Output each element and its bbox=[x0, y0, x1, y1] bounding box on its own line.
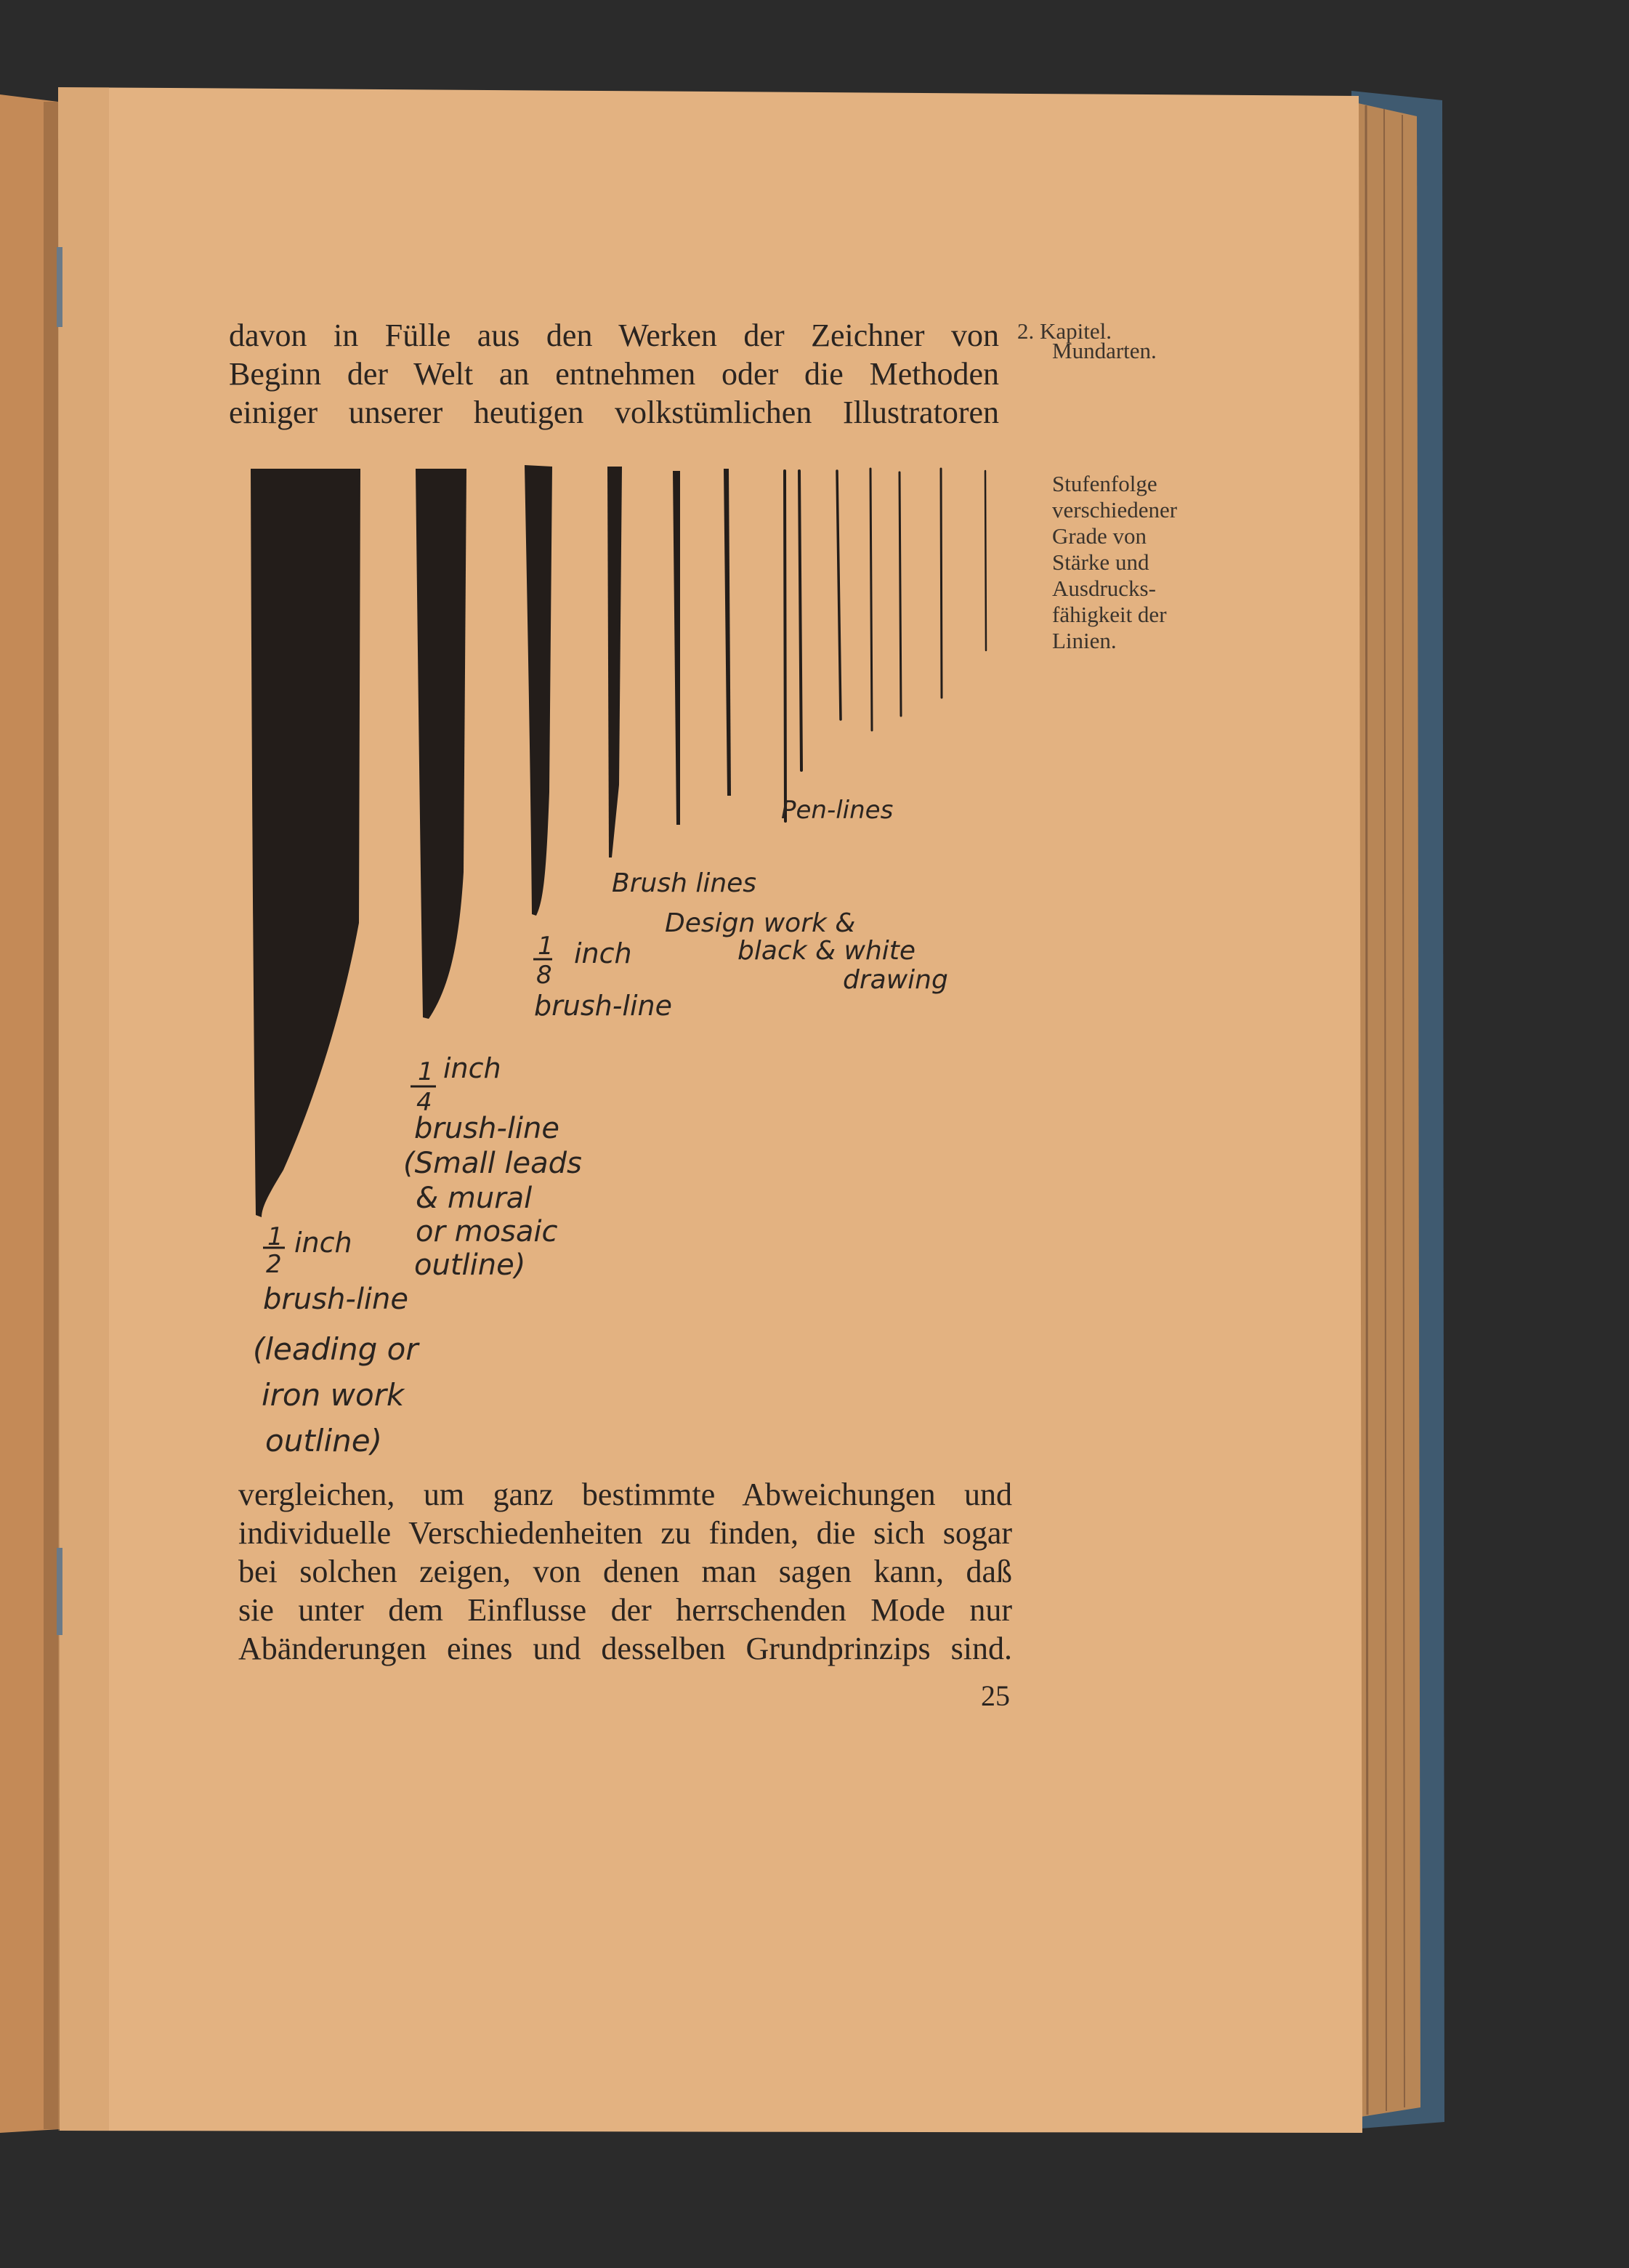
pen-line-4 bbox=[870, 469, 872, 730]
note-line-1: Stufenfolge bbox=[1052, 471, 1157, 496]
pen-lines-label: Pen-lines bbox=[781, 796, 894, 825]
half-note-2: iron work bbox=[262, 1377, 405, 1413]
drawing-label: drawing bbox=[843, 965, 948, 995]
half-numerator: 1 bbox=[267, 1222, 283, 1251]
half-unit: inch bbox=[294, 1227, 352, 1259]
margin-note bbox=[1052, 471, 1205, 654]
top-line-2: Beginn der Welt an entnehmen oder die Methoden bbox=[229, 356, 999, 392]
bottom-line-4: sie unter dem Einflusse der herrschenden Mode nur bbox=[238, 1592, 1012, 1628]
eighth-denominator: 8 bbox=[536, 961, 552, 990]
page-number: 25 bbox=[981, 1679, 1010, 1712]
bottom-line-1: vergleichen, um ganz bestimmte Abweichungen und bbox=[238, 1477, 1012, 1512]
bottom-line-2: individuelle Verschiedenheiten zu finden, die sich sogar bbox=[238, 1515, 1012, 1551]
chapter-heading bbox=[1017, 318, 1157, 363]
eighth-brush-line: brush-line bbox=[534, 990, 672, 1022]
quarter-numerator: 1 bbox=[418, 1057, 434, 1086]
pen-line-5 bbox=[900, 472, 901, 716]
half-note-3: outline) bbox=[265, 1423, 382, 1458]
pen-line-6 bbox=[941, 469, 942, 698]
top-paragraph bbox=[229, 316, 999, 432]
quarter-brush-line: brush-line bbox=[414, 1112, 559, 1145]
quarter-note-2: & mural bbox=[416, 1182, 533, 1215]
top-line-1: davon in Fülle aus den Werken der Zeichner von bbox=[229, 318, 999, 353]
note-line-6: fähigkeit der bbox=[1052, 602, 1167, 627]
note-line-7: Linien. bbox=[1052, 628, 1117, 653]
note-line-2: verschiedener bbox=[1052, 497, 1178, 522]
eighth-unit: inch bbox=[574, 937, 632, 969]
design-work-label: Design work & bbox=[665, 908, 856, 938]
note-line-5: Ausdrucks- bbox=[1052, 576, 1156, 601]
note-line-3: Grade von bbox=[1052, 523, 1147, 549]
quarter-unit: inch bbox=[443, 1052, 501, 1084]
chapter-label: 2. Kapitel. bbox=[1017, 318, 1112, 344]
quarter-note-4: outline) bbox=[414, 1248, 526, 1282]
brush-lines-label: Brush lines bbox=[612, 868, 757, 898]
bottom-paragraph bbox=[238, 1475, 1012, 1668]
quarter-note-3: or mosaic bbox=[416, 1215, 558, 1248]
eighth-numerator: 1 bbox=[538, 932, 554, 961]
top-line-3: einiger unserer heutigen volkstümlichen Illustratoren bbox=[229, 395, 999, 430]
half-brush-line: brush-line bbox=[263, 1283, 408, 1316]
half-denominator: 2 bbox=[266, 1250, 282, 1279]
bottom-line-3: bei solchen zeigen, von denen man sagen kann, daß bbox=[238, 1554, 1012, 1589]
note-line-4: Stärke und bbox=[1052, 549, 1149, 575]
quarter-note-1: (Small leads bbox=[403, 1147, 582, 1180]
chapter-subtitle: Mundarten. bbox=[1052, 338, 1157, 363]
bottom-line-5: Abänderungen eines und desselben Grundprinzips sind. bbox=[238, 1631, 1012, 1666]
pen-line-7 bbox=[985, 471, 986, 650]
half-note-1: (leading or bbox=[253, 1331, 419, 1367]
quarter-denominator: 4 bbox=[416, 1088, 432, 1117]
black-white-label: black & white bbox=[737, 936, 916, 966]
